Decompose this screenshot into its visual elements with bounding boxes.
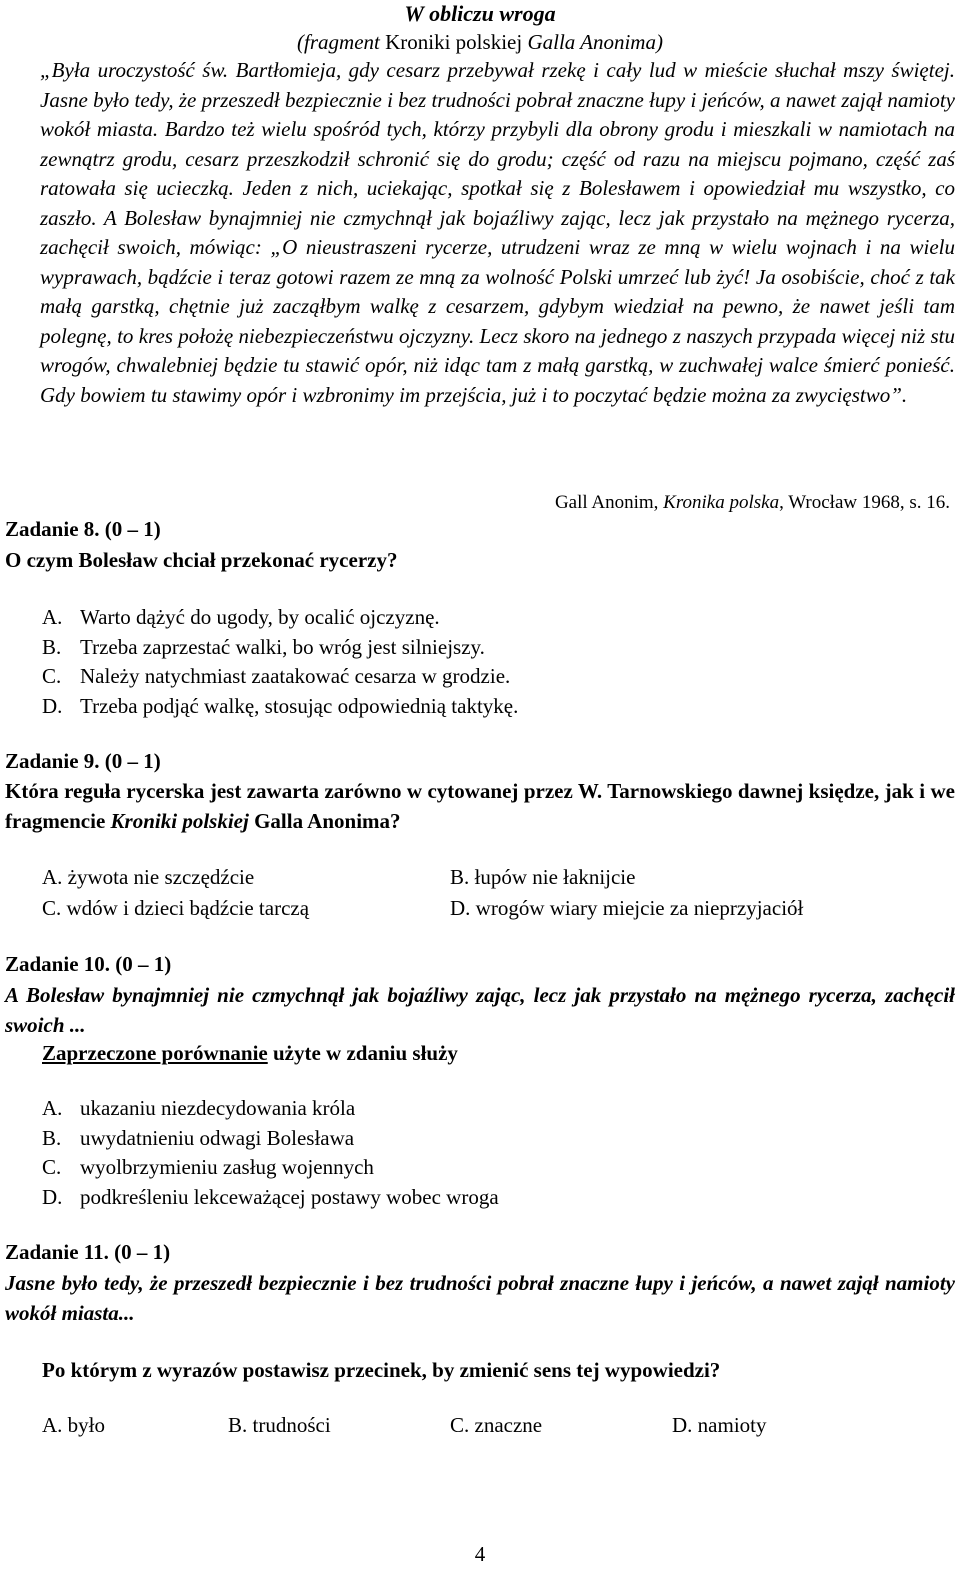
citation-author: Gall Anonim, <box>554 492 664 513</box>
question-text-end: Galla Anonima? <box>248 809 401 833</box>
task-9-options <box>42 862 858 924</box>
option-letter: B. <box>42 634 62 659</box>
task-9-question <box>5 776 955 836</box>
task-11-option-b[interactable]: B. trudności <box>228 1413 331 1437</box>
passage-header <box>0 0 960 56</box>
citation-work: Kronika polska <box>663 492 780 513</box>
subtitle-work: Kroniki polskiej <box>385 30 523 54</box>
task-11-quote: Jasne było tedy, że przeszedł bezpiecznie i bez trudności pobrał znaczne łupy i jeńców, a nawet zajął namioty wokół miasta... <box>5 1271 955 1325</box>
task-10-quote: A Bolesław bynajmniej nie czmychnął jak bojaźliwy zając, lecz jak przystało na mężnego rycerza, zachęcił swoich ... <box>5 983 955 1037</box>
option-text: Trzeba podjąć walkę, stosując odpowiednią taktykę. <box>80 693 519 718</box>
option-letter: B. <box>42 1125 62 1150</box>
task-11-heading: Zadanie 11. (0 – 1) <box>5 1240 171 1264</box>
option-letter: A. <box>42 1096 63 1120</box>
task-8-option-b[interactable] <box>42 633 518 663</box>
option-text: podkreśleniu lekceważącej postawy wobec wroga <box>80 1184 499 1209</box>
task-10-instruction <box>42 1038 942 1068</box>
task-10-options <box>42 1094 499 1212</box>
task-10-heading: Zadanie 10. (0 – 1) <box>5 952 172 976</box>
option-text: wyolbrzymieniu zasług wojennych <box>80 1155 374 1179</box>
instruction-rest: użyte w zdaniu służy <box>267 1041 458 1065</box>
page-number: 4 <box>474 1542 486 1566</box>
underlined-phrase: Zaprzeczone porównanie <box>42 1041 268 1065</box>
task-11-question: Po którym z wyrazów postawisz przecinek, by zmienić sens tej wypowiedzi? <box>42 1358 721 1382</box>
option-text: ukazaniu niezdecydowania króla <box>80 1096 356 1120</box>
option-letter: C. <box>42 1155 62 1179</box>
subtitle-prefix: (fragment <box>297 30 386 54</box>
task-11-option-a[interactable]: A. było <box>42 1413 105 1437</box>
option-letter: C. <box>42 664 62 688</box>
option-letter: D. <box>42 693 63 718</box>
option-letter: D. <box>42 1184 63 1209</box>
task-11-option-d[interactable]: D. namioty <box>672 1413 767 1437</box>
task-8-option-c[interactable] <box>42 662 518 692</box>
option-text: Należy natychmiast zaatakować cesarza w grodzie. <box>80 664 511 688</box>
option-text: Warto dążyć do ugody, by ocalić ojczyznę. <box>80 605 440 629</box>
task-9-option-a[interactable]: A. żywota nie szczędźcie <box>42 865 255 889</box>
option-letter: A. <box>42 605 63 629</box>
task-10-option-b[interactable] <box>42 1124 499 1154</box>
option-text: Trzeba zaprzestać walki, bo wróg jest silniejszy. <box>80 634 485 659</box>
task-11-option-c[interactable]: C. znaczne <box>450 1413 543 1437</box>
question-work-title: Kroniki polskiej <box>110 809 249 833</box>
task-9-option-b[interactable]: B. łupów nie łaknijcie <box>450 865 636 889</box>
task-8-question: O czym Bolesław chciał przekonać rycerzy? <box>5 548 398 572</box>
task-10-option-c[interactable] <box>42 1153 499 1183</box>
passage-subtitle <box>0 28 960 56</box>
subtitle-author: Galla Anonima) <box>522 30 663 54</box>
passage-title: W obliczu wroga <box>404 1 556 26</box>
chronicle-passage: „Była uroczystość św. Bartłomieja, gdy cesarz przebywał rzekę i cały lud w mieście słuchał mszy świętej. Jasne było tedy, że przeszedł bezpiecznie i bez trudności pobrał znaczne łupy i jeńców, a nawet zajął namioty wokół miasta. Bardzo też wielu spośród tych, którzy przybyli dla obrony grodu i mieszkali w namiotach na zewnątrz grodu, cesarz przeszkodził schronić się do grodu; część od razu na miejscu pojmano, część zaś ratowała się ucieczką. Jeden z nich, uciekając, spotkał się z Bolesławem i opowiedział mu wszystko, co zaszło. A Bolesław bynajmniej nie czmychnął jak bojaźliwy zając, lecz jak przystało na mężnego rycerza, zachęcił swoich, mówiąc: „O nieustraszeni rycerze, utrudzeni wraz ze mną w wielu wojnach i na wielu wyprawach, bądźcie i teraz gotowi razem ze mną za wolność Polski umrzeć lub żyć! Ja osobiście, choć z tak małą garstką, chętnie już zacząłbym walkę z cesarzem, gdybym wiedział na pewno, że nawet jeśli tam polegnę, to kres położę niebezpieczeństwu ojczyzny. Lecz skoro na jednego z naszych przypada więcej niż stu wrogów, chwalebniej będzie tu stawić opór, niż idąc tam z małą garstką, w zuchwałej walce śmierć ponieść. Gdy bowiem tu stawimy opór i wzbronimy im przejścia, już i to poczytać będzie można za zwycięstwo”. <box>40 58 955 407</box>
citation-details: , Wrocław 1968, s. 16. <box>779 492 950 513</box>
option-text: uwydatnieniu odwagi Bolesława <box>80 1125 355 1150</box>
question-text: Która reguła rycerska jest zawarta zarówno w cytowanej przez W. Tarnowskiego dawnej księdze, jak i we fragmencie <box>5 779 955 833</box>
task-8-option-d[interactable] <box>42 692 518 722</box>
source-citation <box>555 492 950 514</box>
task-10-option-a[interactable] <box>42 1094 499 1124</box>
task-9-option-c[interactable]: C. wdów i dzieci bądźcie tarczą <box>42 896 310 920</box>
task-8-heading: Zadanie 8. (0 – 1) <box>5 517 161 541</box>
task-8-option-a[interactable] <box>42 603 518 633</box>
task-10-option-d[interactable] <box>42 1183 499 1213</box>
task-9-heading: Zadanie 9. (0 – 1) <box>5 749 161 773</box>
task-11-options <box>42 1413 767 1438</box>
task-9-option-d[interactable]: D. wrogów wiary miejcie za nieprzyjaciół <box>450 896 804 920</box>
task-8-options <box>42 603 518 721</box>
